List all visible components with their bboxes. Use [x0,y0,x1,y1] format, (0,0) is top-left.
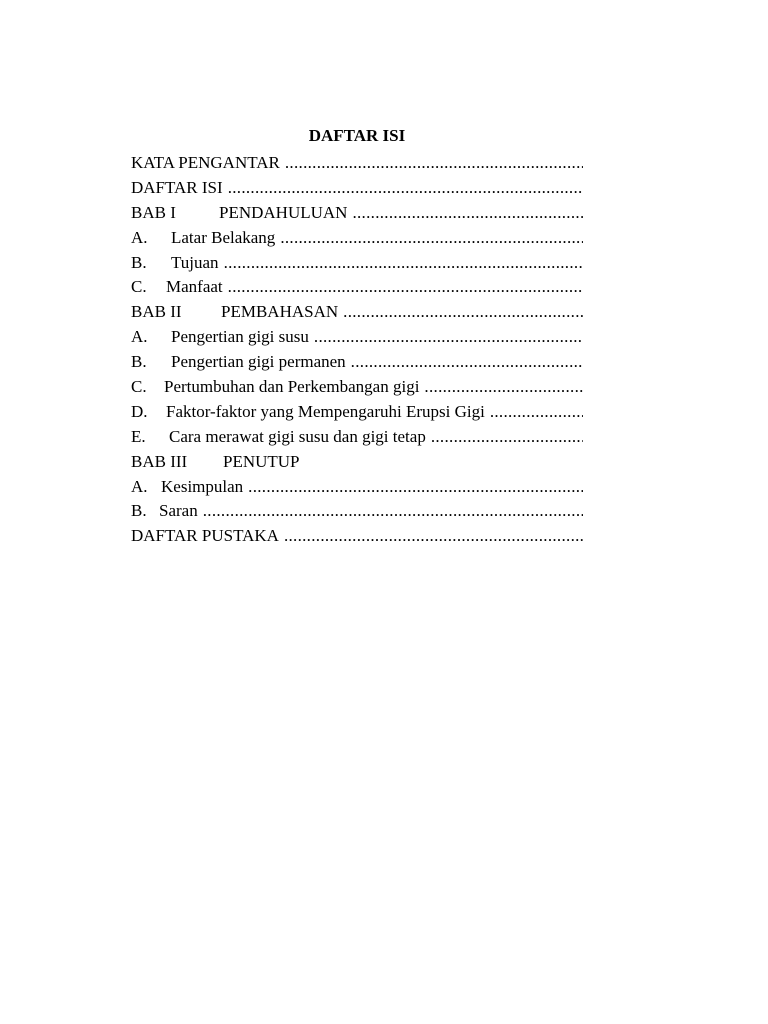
toc-subentry-marker: B. [131,252,147,272]
toc-chapter-heading [131,300,338,325]
toc-subentry-heading [131,350,346,375]
toc-subentry-heading [131,275,223,300]
toc-subentry [131,325,583,350]
toc-entry-label: KATA PENGANTAR [131,153,280,172]
toc-subentry-marker: C. [131,277,147,297]
toc-subentry-marker: B. [131,352,147,372]
toc-subentry-heading [131,425,426,450]
toc-subentry-marker: D. [131,401,148,421]
toc-entry [131,151,583,176]
toc-subentry-label: Tujuan [171,252,219,272]
toc-subentry-marker: A. [131,476,148,496]
toc-entry [131,524,583,549]
toc-chapter-heading [131,450,300,475]
toc-subentry-heading [131,251,219,276]
toc-subentry-marker: A. [131,327,148,347]
toc-subentry-marker: C. [131,377,147,397]
toc-list [131,151,583,549]
toc-subentry [131,251,583,276]
toc-subentry [131,275,583,300]
toc-chapter [131,300,583,325]
toc-entry-label: DAFTAR PUSTAKA [131,526,279,546]
toc-chapter-title: PENDAHULUAN [219,202,348,222]
toc-leader-dots [279,524,583,549]
toc-subentry-label: Pengertian gigi permanen [171,352,346,372]
toc-leader-dots [347,201,583,226]
toc-subentry-label: Manfaat [166,277,223,297]
toc-chapter [131,201,583,226]
toc-subentry [131,350,583,375]
toc-subentry [131,425,583,450]
toc-subentry-marker: B. [131,501,147,521]
toc-subentry-label: Kesimpulan [161,476,244,496]
toc-subentry-label: Cara merawat gigi susu dan gigi tetap [169,426,426,446]
toc-leader-dots [275,226,583,251]
toc-leader-dots [338,300,583,325]
toc-entry-label: DAFTAR ISI [131,177,223,197]
toc-subentry-marker: E. [131,426,146,446]
toc-leader-dots [243,475,583,500]
toc-subentry [131,475,583,500]
toc-subentry [131,375,583,400]
toc-subentry-label: Saran [159,501,198,521]
toc-subentry [131,499,583,524]
toc-subentry-marker: A. [131,227,148,247]
toc-chapter-heading [131,201,347,226]
toc-subentry-heading [131,226,275,251]
table-of-contents [131,124,583,549]
toc-leader-dots [223,275,583,300]
toc-chapter-title: PENUTUP [223,451,300,471]
toc-subentry-label: Latar Belakang [171,227,276,247]
toc-leader-dots [346,350,583,375]
toc-chapter-number: BAB I [131,202,176,222]
toc-subentry [131,226,583,251]
toc-subentry-heading [131,375,419,400]
toc-subentry-heading [131,325,309,350]
toc-chapter-title: PEMBAHASAN [221,302,339,322]
toc-subentry-heading [131,499,198,524]
toc-leader-dots [426,425,583,450]
toc-subentry [131,400,583,425]
toc-leader-dots [198,499,583,524]
toc-leader-dots [419,375,583,400]
toc-entry [131,176,583,201]
toc-title: DAFTAR ISI [308,126,406,145]
toc-leader-dots [485,400,583,425]
toc-leader-dots [280,151,583,176]
toc-subentry-label: Pertumbuhan dan Perkembangan gigi [164,377,420,397]
toc-leader-dots [223,176,583,201]
toc-chapter-number: BAB III [131,451,188,471]
toc-leader-dots [309,325,583,350]
toc-chapter-number: BAB II [131,302,182,322]
toc-subentry-label: Pengertian gigi susu [171,327,309,347]
toc-subentry-heading [131,475,243,500]
toc-chapter [131,450,583,475]
toc-subentry-heading [131,400,485,425]
toc-subentry-label: Faktor-faktor yang Mempengaruhi Erupsi Gigi [166,401,485,421]
toc-leader-dots [219,251,583,276]
